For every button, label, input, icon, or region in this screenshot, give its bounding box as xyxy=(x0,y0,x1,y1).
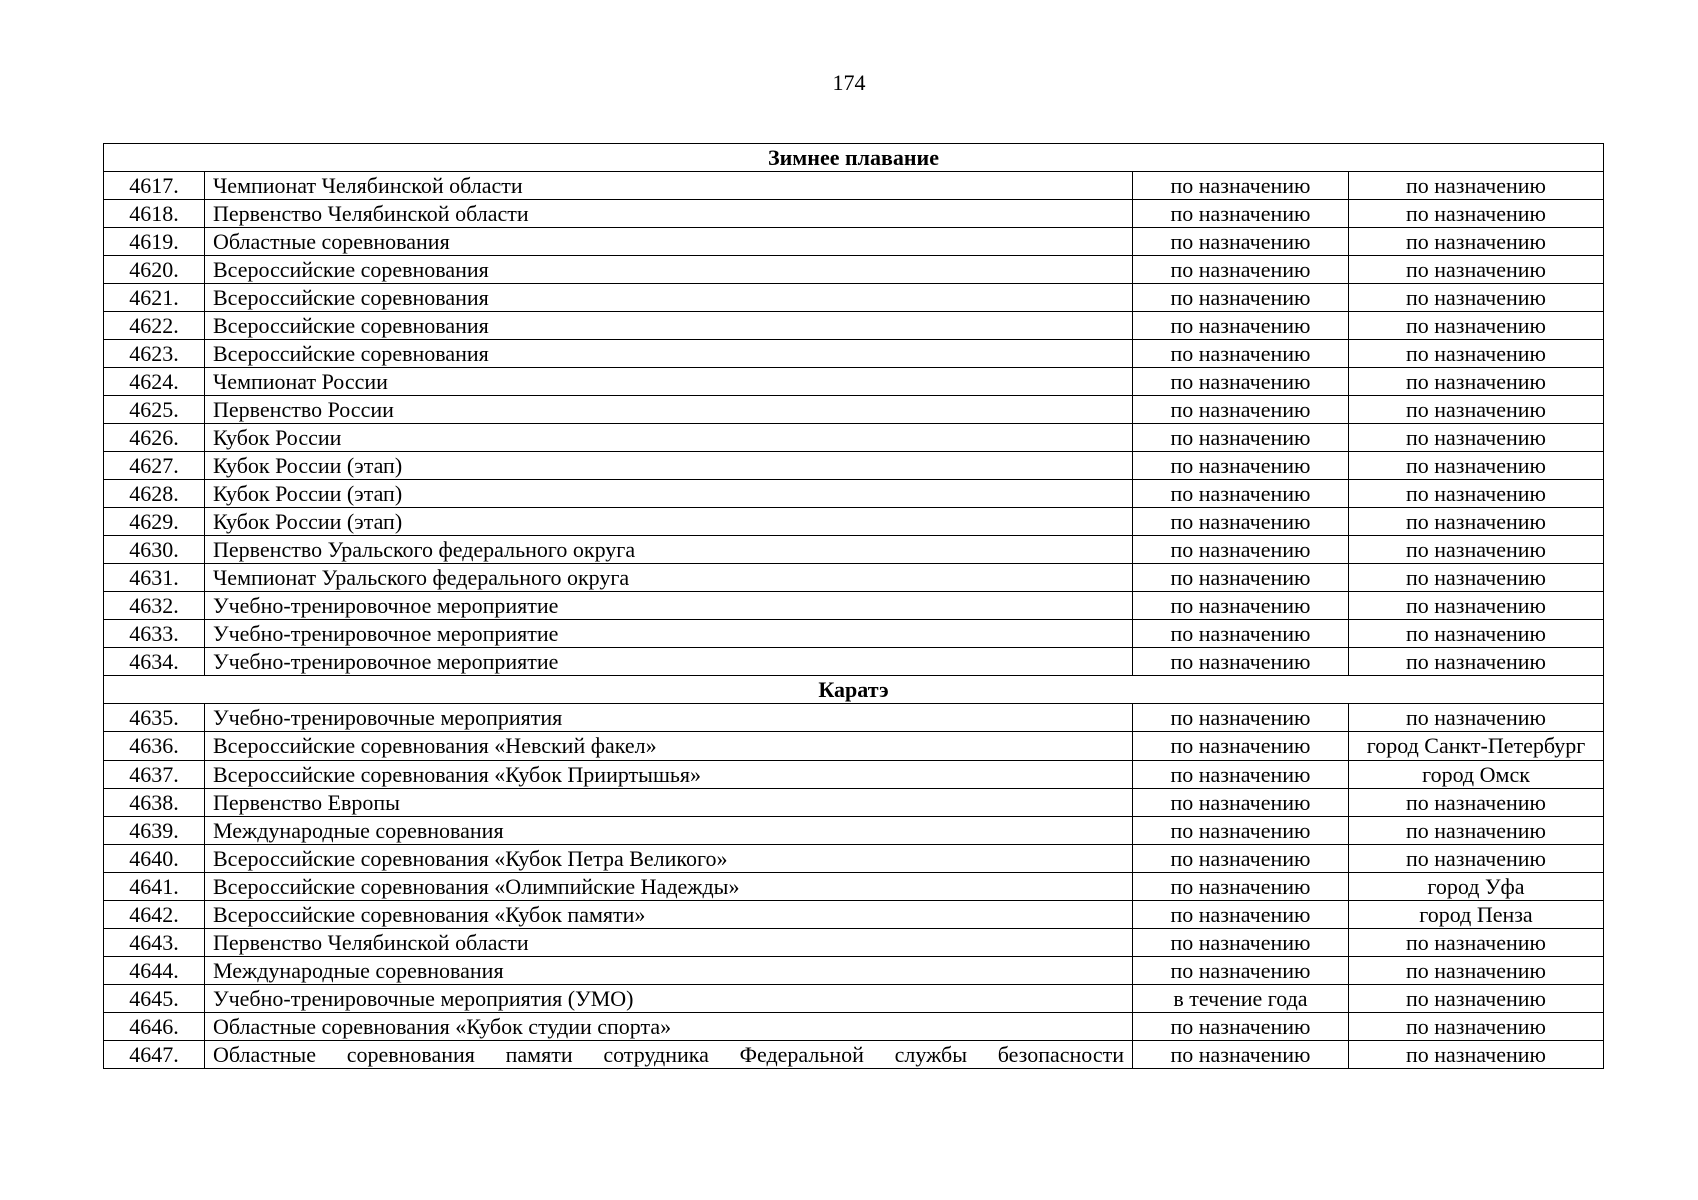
event-date: по назначению xyxy=(1133,256,1349,284)
event-name: Всероссийские соревнования xyxy=(205,340,1133,368)
event-date: по назначению xyxy=(1133,817,1349,845)
table-row xyxy=(104,957,1604,985)
event-name: Всероссийские соревнования «Олимпийские Надежды» xyxy=(205,873,1133,901)
table-row xyxy=(104,704,1604,732)
event-date: по назначению xyxy=(1133,704,1349,732)
event-place: по назначению xyxy=(1349,284,1604,312)
row-number: 4629. xyxy=(104,508,205,536)
event-date: по назначению xyxy=(1133,789,1349,817)
event-name: Всероссийские соревнования «Кубок Петра Великого» xyxy=(205,845,1133,873)
table-row xyxy=(104,873,1604,901)
row-number: 4647. xyxy=(104,1041,205,1069)
row-number: 4645. xyxy=(104,985,205,1013)
event-date: по назначению xyxy=(1133,312,1349,340)
table-row xyxy=(104,564,1604,592)
table-row xyxy=(104,648,1604,676)
row-number: 4623. xyxy=(104,340,205,368)
event-name: Областные соревнования xyxy=(205,228,1133,256)
event-place: по назначению xyxy=(1349,200,1604,228)
event-name: Учебно-тренировочное мероприятие xyxy=(205,592,1133,620)
row-number: 4644. xyxy=(104,957,205,985)
row-number: 4618. xyxy=(104,200,205,228)
event-name: Первенство Челябинской области xyxy=(205,200,1133,228)
event-date: по назначению xyxy=(1133,1013,1349,1041)
event-date: по назначению xyxy=(1133,508,1349,536)
event-place: по назначению xyxy=(1349,340,1604,368)
event-place: по назначению xyxy=(1349,817,1604,845)
row-number: 4641. xyxy=(104,873,205,901)
row-number: 4643. xyxy=(104,929,205,957)
table-row xyxy=(104,929,1604,957)
event-name: Учебно-тренировочное мероприятие xyxy=(205,620,1133,648)
section-title: Зимнее плавание xyxy=(104,144,1604,172)
table-row xyxy=(104,284,1604,312)
event-name: Учебно-тренировочные мероприятия xyxy=(205,704,1133,732)
events-table xyxy=(103,143,1604,1069)
event-place: город Санкт-Петербург xyxy=(1349,732,1604,761)
table-row xyxy=(104,817,1604,845)
event-place: по назначению xyxy=(1349,368,1604,396)
event-place: по назначению xyxy=(1349,1041,1604,1069)
event-place: по назначению xyxy=(1349,592,1604,620)
event-name: Всероссийские соревнования xyxy=(205,284,1133,312)
row-number: 4624. xyxy=(104,368,205,396)
event-name: Учебно-тренировочное мероприятие xyxy=(205,648,1133,676)
event-name: Всероссийские соревнования xyxy=(205,256,1133,284)
table-row xyxy=(104,789,1604,817)
table-row xyxy=(104,172,1604,200)
event-date: по назначению xyxy=(1133,480,1349,508)
event-place: по назначению xyxy=(1349,424,1604,452)
event-name: Кубок России xyxy=(205,424,1133,452)
event-date: по назначению xyxy=(1133,732,1349,761)
event-place: по назначению xyxy=(1349,172,1604,200)
event-date: по назначению xyxy=(1133,929,1349,957)
event-date: по назначению xyxy=(1133,396,1349,424)
row-number: 4620. xyxy=(104,256,205,284)
event-place: город Пенза xyxy=(1349,901,1604,929)
table-row xyxy=(104,452,1604,480)
event-name: Международные соревнования xyxy=(205,817,1133,845)
row-number: 4638. xyxy=(104,789,205,817)
event-date: по назначению xyxy=(1133,228,1349,256)
event-place: по назначению xyxy=(1349,396,1604,424)
row-number: 4642. xyxy=(104,901,205,929)
row-number: 4646. xyxy=(104,1013,205,1041)
table-row xyxy=(104,256,1604,284)
row-number: 4621. xyxy=(104,284,205,312)
event-name: Областные соревнования памяти сотрудника Федеральной службы безопасности xyxy=(205,1041,1133,1069)
event-place: по назначению xyxy=(1349,985,1604,1013)
event-date: в течение года xyxy=(1133,985,1349,1013)
table-row xyxy=(104,901,1604,929)
event-name: Первенство Европы xyxy=(205,789,1133,817)
event-name: Международные соревнования xyxy=(205,957,1133,985)
event-date: по назначению xyxy=(1133,424,1349,452)
event-place: по назначению xyxy=(1349,256,1604,284)
event-date: по назначению xyxy=(1133,648,1349,676)
event-name: Всероссийские соревнования «Кубок Прииртышья» xyxy=(205,761,1133,789)
event-name: Чемпионат Уральского федерального округа xyxy=(205,564,1133,592)
table-row xyxy=(104,592,1604,620)
event-date: по назначению xyxy=(1133,1041,1349,1069)
event-place: по назначению xyxy=(1349,312,1604,340)
table-row xyxy=(104,340,1604,368)
event-place: по назначению xyxy=(1349,1013,1604,1041)
event-name: Чемпионат Челябинской области xyxy=(205,172,1133,200)
event-place: по назначению xyxy=(1349,452,1604,480)
table-row xyxy=(104,761,1604,789)
row-number: 4632. xyxy=(104,592,205,620)
event-place: по назначению xyxy=(1349,704,1604,732)
row-number: 4626. xyxy=(104,424,205,452)
event-name: Всероссийские соревнования «Кубок памяти» xyxy=(205,901,1133,929)
event-name: Первенство России xyxy=(205,396,1133,424)
event-name: Кубок России (этап) xyxy=(205,480,1133,508)
event-name: Кубок России (этап) xyxy=(205,508,1133,536)
event-date: по назначению xyxy=(1133,873,1349,901)
row-number: 4627. xyxy=(104,452,205,480)
event-name: Первенство Уральского федерального округа xyxy=(205,536,1133,564)
event-place: город Омск xyxy=(1349,761,1604,789)
table-row xyxy=(104,620,1604,648)
event-name: Учебно-тренировочные мероприятия (УМО) xyxy=(205,985,1133,1013)
section-title: Каратэ xyxy=(104,676,1604,704)
event-date: по назначению xyxy=(1133,901,1349,929)
section-header-row xyxy=(104,144,1604,172)
section-header-row xyxy=(104,676,1604,704)
table-row xyxy=(104,508,1604,536)
event-place: по назначению xyxy=(1349,789,1604,817)
row-number: 4625. xyxy=(104,396,205,424)
row-number: 4631. xyxy=(104,564,205,592)
event-date: по назначению xyxy=(1133,340,1349,368)
event-place: по назначению xyxy=(1349,845,1604,873)
table-row xyxy=(104,368,1604,396)
row-number: 4617. xyxy=(104,172,205,200)
row-number: 4619. xyxy=(104,228,205,256)
page-number: 174 xyxy=(832,70,866,95)
event-name: Кубок России (этап) xyxy=(205,452,1133,480)
event-date: по назначению xyxy=(1133,761,1349,789)
row-number: 4636. xyxy=(104,732,205,761)
event-place: по назначению xyxy=(1349,957,1604,985)
event-date: по назначению xyxy=(1133,957,1349,985)
table-row xyxy=(104,732,1604,761)
event-place: по назначению xyxy=(1349,929,1604,957)
table-row xyxy=(104,424,1604,452)
event-place: по назначению xyxy=(1349,648,1604,676)
event-place: город Уфа xyxy=(1349,873,1604,901)
table-row xyxy=(104,845,1604,873)
table-row xyxy=(104,985,1604,1013)
event-date: по назначению xyxy=(1133,536,1349,564)
table-row xyxy=(104,1013,1604,1041)
table-row xyxy=(104,1041,1604,1069)
table-row xyxy=(104,396,1604,424)
row-number: 4630. xyxy=(104,536,205,564)
event-date: по назначению xyxy=(1133,452,1349,480)
table-row xyxy=(104,228,1604,256)
row-number: 4637. xyxy=(104,761,205,789)
event-name: Всероссийские соревнования «Невский факел» xyxy=(205,732,1133,761)
event-date: по назначению xyxy=(1133,620,1349,648)
table-row xyxy=(104,480,1604,508)
row-number: 4633. xyxy=(104,620,205,648)
event-place: по назначению xyxy=(1349,228,1604,256)
event-date: по назначению xyxy=(1133,845,1349,873)
event-name: Чемпионат России xyxy=(205,368,1133,396)
event-place: по назначению xyxy=(1349,480,1604,508)
event-date: по назначению xyxy=(1133,200,1349,228)
events-table-body xyxy=(104,144,1604,1069)
table-row xyxy=(104,200,1604,228)
event-place: по назначению xyxy=(1349,536,1604,564)
row-number: 4639. xyxy=(104,817,205,845)
row-number: 4640. xyxy=(104,845,205,873)
table-row xyxy=(104,536,1604,564)
row-number: 4635. xyxy=(104,704,205,732)
event-name: Первенство Челябинской области xyxy=(205,929,1133,957)
event-date: по назначению xyxy=(1133,284,1349,312)
table-row xyxy=(104,312,1604,340)
event-date: по назначению xyxy=(1133,592,1349,620)
event-place: по назначению xyxy=(1349,508,1604,536)
event-place: по назначению xyxy=(1349,564,1604,592)
event-place: по назначению xyxy=(1349,620,1604,648)
event-date: по назначению xyxy=(1133,564,1349,592)
event-date: по назначению xyxy=(1133,368,1349,396)
row-number: 4628. xyxy=(104,480,205,508)
row-number: 4622. xyxy=(104,312,205,340)
event-name: Всероссийские соревнования xyxy=(205,312,1133,340)
event-date: по назначению xyxy=(1133,172,1349,200)
row-number: 4634. xyxy=(104,648,205,676)
event-name: Областные соревнования «Кубок студии спорта» xyxy=(205,1013,1133,1041)
